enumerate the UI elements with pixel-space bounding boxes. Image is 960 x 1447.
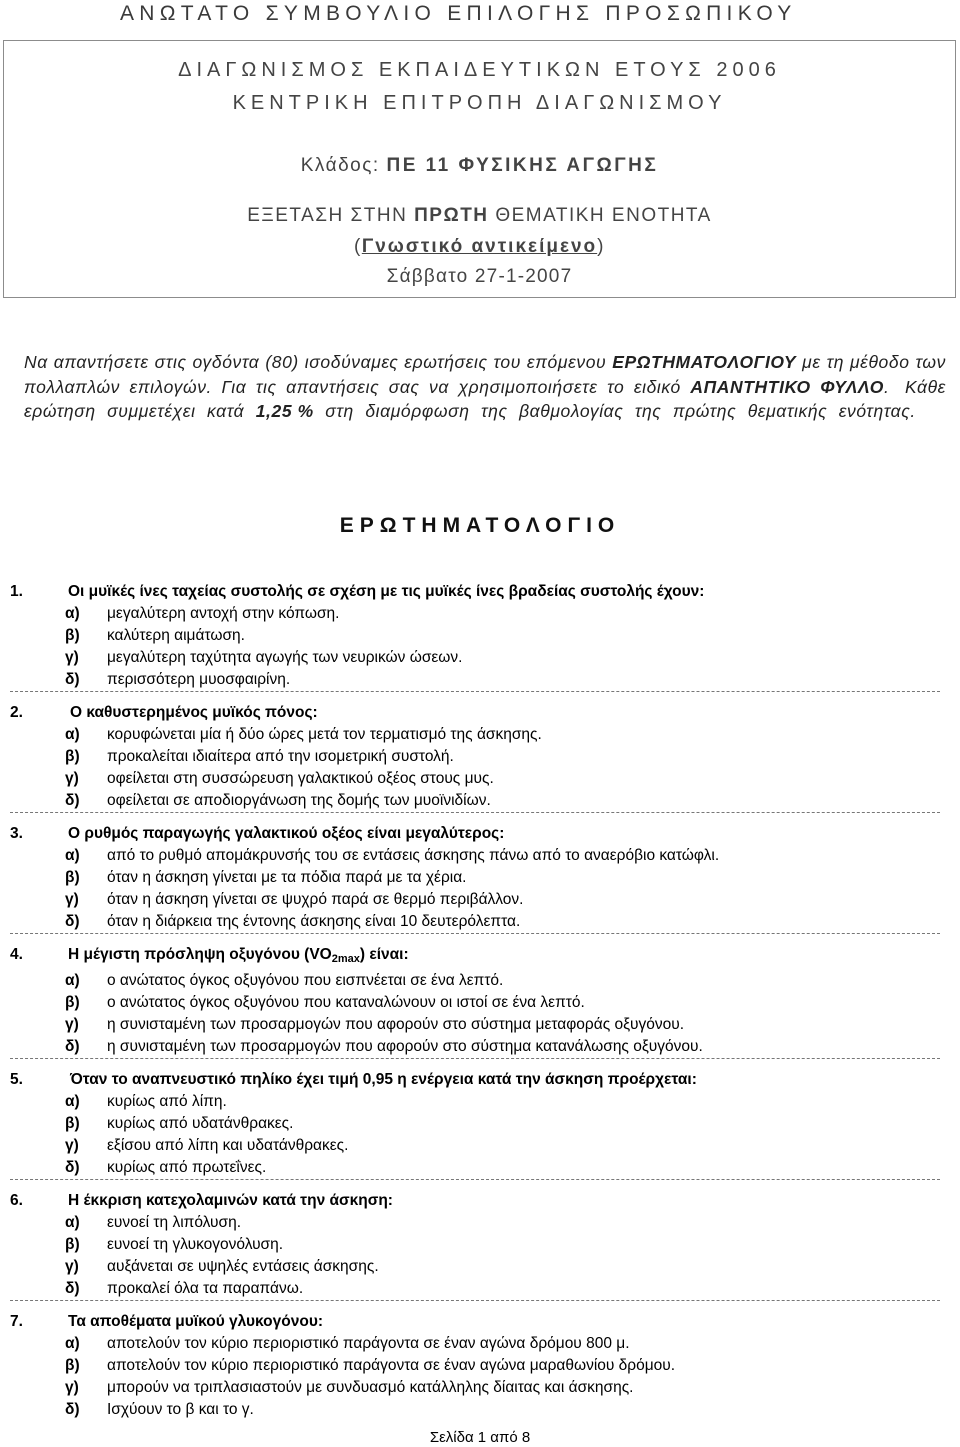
branch-value: ΠΕ 11 ΦΥΣΙΚΗΣ ΑΓΩΓΗΣ	[386, 155, 659, 176]
question-3	[10, 823, 940, 934]
question-6	[10, 1190, 940, 1301]
option-d	[10, 1157, 940, 1180]
intro-bold-2: ΑΠΑΝΤΗΤΙΚΟ ΦΥΛΛΟ	[690, 376, 884, 397]
subject-close: )	[597, 236, 605, 257]
organization-title: ΑΝΩΤΑΤΟ ΣΥΜΒΟΥΛΙΟ ΕΠΙΛΟΓΗΣ ΠΡΟΣΩΠΙΚΟΥ	[120, 2, 797, 25]
option-letter: α)	[65, 1214, 80, 1231]
option-text: οφείλεται στη συσσώρευση γαλακτικού οξέος στους μυς.	[107, 770, 494, 787]
option-text: αποτελούν τον κύριο περιοριστικό παράγοντα σε έναν αγώνα μαραθωνίου δρόμου.	[107, 1357, 676, 1374]
option-letter: δ)	[65, 671, 80, 688]
exam-header-box	[3, 40, 956, 298]
option-letter: γ)	[65, 1379, 79, 1396]
question-number: 4.	[10, 946, 23, 963]
question-text-pre: Η μέγιστη πρόσληψη οξυγόνου (VO	[68, 946, 332, 963]
option-b	[10, 1234, 940, 1256]
questions-list	[10, 581, 940, 1431]
intro-bold-1: ΕΡΩΤΗΜΑΤΟΛΟΓΙΟΥ	[612, 352, 797, 372]
option-text: η συνισταμένη των προσαρμογών που αφορούν στο σύστημα μεταφοράς οξυγόνου.	[107, 1016, 685, 1033]
option-letter: δ)	[65, 1159, 80, 1176]
option-c	[10, 1256, 940, 1278]
option-c	[10, 768, 940, 790]
question-text: Οι μυϊκές ίνες ταχείας συστολής σε σχέση με τις μυϊκές ίνες βραδείας συστολής έχουν:	[68, 583, 705, 600]
question-number: 5.	[10, 1071, 23, 1088]
question-text: Η έκκριση κατεχολαμινών κατά την άσκηση:	[68, 1192, 393, 1209]
option-a	[10, 1333, 940, 1355]
option-b	[10, 867, 940, 889]
questionnaire-title: ΕΡΩΤΗΜΑΤΟΛΟΓΙΟ	[339, 514, 621, 537]
option-a	[10, 845, 940, 867]
intro-part-3: . Κάθε ερώτηση συμμετέχει κατά	[24, 376, 946, 421]
option-text: κυρίως από λίπη.	[107, 1093, 227, 1110]
option-text: ευνοεί τη γλυκογονόλυση.	[107, 1236, 284, 1253]
intro-part-2: με τη μέθοδο των πολλαπλών επιλογών. Για τις απαντήσεις σας να χρησιμοποιήσετε το ειδικό	[24, 352, 946, 397]
option-a	[10, 970, 940, 992]
option-letter: β)	[65, 748, 80, 765]
question-text: Όταν το αναπνευστικό πηλίκο έχει τιμή 0,95 η ενέργεια κατά την άσκηση προέρχεται:	[70, 1071, 697, 1088]
option-a	[10, 724, 940, 746]
committee-title: ΚΕΝΤΡΙΚΗ ΕΠΙΤΡΟΠΗ ΔΙΑΓΩΝΙΣΜΟΥ	[232, 92, 727, 114]
option-d	[10, 669, 940, 692]
option-d	[10, 1399, 940, 1421]
option-b	[10, 1355, 940, 1377]
question-text	[68, 944, 409, 970]
option-text: μεγαλύτερη αντοχή στην κόπωση.	[107, 605, 340, 622]
question-number: 6.	[10, 1192, 23, 1209]
option-text: προκαλεί όλα τα παραπάνω.	[107, 1280, 304, 1297]
option-letter: β)	[65, 869, 80, 886]
option-letter: α)	[65, 972, 80, 989]
option-text: ο ανώτατος όγκος οξυγόνου που εισπνέεται σε ένα λεπτό.	[107, 972, 504, 989]
option-a	[10, 1091, 940, 1113]
option-letter: δ)	[65, 1280, 80, 1297]
option-letter: α)	[65, 1093, 80, 1110]
option-d	[10, 790, 940, 813]
option-text: όταν η διάρκεια της έντονης άσκησης είναι 10 δευτερόλεπτα.	[107, 913, 521, 930]
option-letter: β)	[65, 994, 80, 1011]
option-text: όταν η άσκηση γίνεται με τα πόδια παρά με τα χέρια.	[107, 869, 467, 886]
question-text-post: ) είναι:	[359, 946, 409, 963]
option-d	[10, 1278, 940, 1301]
option-a	[10, 1212, 940, 1234]
question-4	[10, 944, 940, 1059]
option-text: ευνοεί τη λιπόλυση.	[107, 1214, 242, 1231]
option-text: μεγαλύτερη ταχύτητα αγωγής των νευρικών ώσεων.	[107, 649, 463, 666]
option-letter: δ)	[65, 1038, 80, 1055]
option-text: αυξάνεται σε υψηλές εντάσεις άσκησης.	[107, 1258, 379, 1275]
question-number: 1.	[10, 583, 23, 600]
question-5	[10, 1069, 940, 1180]
option-letter: γ)	[65, 770, 79, 787]
option-c	[10, 1377, 940, 1399]
option-text: καλύτερη αιμάτωση.	[107, 627, 245, 644]
option-letter: γ)	[65, 1258, 79, 1275]
instructions-paragraph	[24, 350, 946, 424]
intro-part-4: στη διαμόρφωση της βαθμολογίας της πρώτης θεματικής ενότητας.	[313, 401, 916, 421]
option-text: από το ρυθμό απομάκρυνσής του σε εντάσεις άσκησης πάνω από το αναερόβιο κατώφλι.	[107, 847, 720, 864]
vo2max-subscript: 2max	[331, 953, 360, 965]
option-text: ο ανώτατος όγκος οξυγόνου που καταναλώνουν οι ιστοί σε ένα λεπτό.	[107, 994, 585, 1011]
option-text: κυρίως από πρωτεΐνες.	[107, 1159, 267, 1176]
option-letter: β)	[65, 1357, 80, 1374]
option-letter: δ)	[65, 1401, 80, 1418]
exam-pre: ΕΞΕΤΑΣΗ ΣΤΗΝ	[247, 205, 415, 226]
option-d	[10, 1036, 940, 1059]
option-text: Ισχύουν το β και το γ.	[107, 1401, 254, 1418]
option-letter: β)	[65, 627, 80, 644]
question-number: 2.	[10, 704, 23, 721]
option-text: αποτελούν τον κύριο περιοριστικό παράγοντα σε έναν αγώνα δρόμου 800 μ.	[107, 1335, 630, 1352]
question-7	[10, 1311, 940, 1421]
option-letter: α)	[65, 1335, 80, 1352]
subject-line	[4, 236, 955, 258]
intro-part-1: Να απαντήσετε στις ογδόντα (80) ισοδύναμες ερωτήσεις του επόμενου	[24, 352, 613, 372]
option-text: η συνισταμένη των προσαρμογών που αφορούν στο σύστημα κατανάλωσης οξυγόνου.	[107, 1038, 703, 1055]
question-text: Τα αποθέματα μυϊκού γλυκογόνου:	[68, 1313, 324, 1330]
intro-bold-3: 1,25 %	[255, 401, 314, 421]
question-number: 3.	[10, 825, 23, 842]
question-2	[10, 702, 940, 813]
subject-open: (	[353, 236, 362, 257]
question-text: Ο ρυθμός παραγωγής γαλακτικού οξέος είναι μεγαλύτερος:	[68, 825, 505, 842]
exam-date: Σάββατο 27-1-2007	[386, 266, 573, 287]
option-text: κορυφώνεται μία ή δύο ώρες μετά τον τερματισμό της άσκησης.	[107, 726, 542, 743]
question-text: Ο καθυστερημένος μυϊκός πόνος:	[70, 704, 318, 721]
option-letter: δ)	[65, 913, 80, 930]
option-letter: γ)	[65, 649, 79, 666]
option-text: οφείλεται σε αποδιοργάνωση της δομής των μυοϊνιδίων.	[107, 792, 491, 809]
option-letter: γ)	[65, 1137, 79, 1154]
option-c	[10, 1135, 940, 1157]
exam-post: ΘΕΜΑΤΙΚΗ ΕΝΟΤΗΤΑ	[488, 205, 712, 226]
option-letter: β)	[65, 1115, 80, 1132]
option-letter: β)	[65, 1236, 80, 1253]
option-b	[10, 992, 940, 1014]
page-number: Σελίδα 1 από 8	[429, 1429, 531, 1446]
option-a	[10, 603, 940, 625]
option-text: όταν η άσκηση γίνεται σε ψυχρό παρά σε θερμό περιβάλλον.	[107, 891, 524, 908]
option-d	[10, 911, 940, 934]
question-number: 7.	[10, 1313, 23, 1330]
option-letter: α)	[65, 605, 80, 622]
subject-text: Γνωστικό αντικείμενο	[361, 236, 598, 257]
option-b	[10, 625, 940, 647]
option-c	[10, 889, 940, 911]
option-c	[10, 647, 940, 669]
option-b	[10, 746, 940, 768]
option-b	[10, 1113, 940, 1135]
exam-bold: ΠΡΩΤΗ	[414, 205, 489, 226]
exam-line	[4, 205, 955, 227]
option-letter: γ)	[65, 891, 79, 908]
option-text: μπορούν να τριπλασιαστούν με συνδυασμό κατάλληλης δίαιτας και άσκησης.	[107, 1379, 634, 1396]
question-1	[10, 581, 940, 692]
option-letter: γ)	[65, 1016, 79, 1033]
branch-label: Κλάδος:	[300, 155, 387, 176]
option-letter: α)	[65, 847, 80, 864]
branch-line	[4, 155, 955, 177]
option-letter: α)	[65, 726, 80, 743]
option-c	[10, 1014, 940, 1036]
option-letter: δ)	[65, 792, 80, 809]
option-text: περισσότερη μυοσφαιρίνη.	[107, 671, 291, 688]
option-text: εξίσου από λίπη και υδατάνθρακες.	[107, 1137, 349, 1154]
option-text: προκαλείται ιδιαίτερα από την ισομετρική συστολή.	[107, 748, 454, 765]
option-text: κυρίως από υδατάνθρακες.	[107, 1115, 294, 1132]
contest-title: ΔΙΑΓΩΝΙΣΜΟΣ ΕΚΠΑΙΔΕΥΤΙΚΩΝ ΕΤΟΥΣ 2006	[178, 59, 781, 81]
